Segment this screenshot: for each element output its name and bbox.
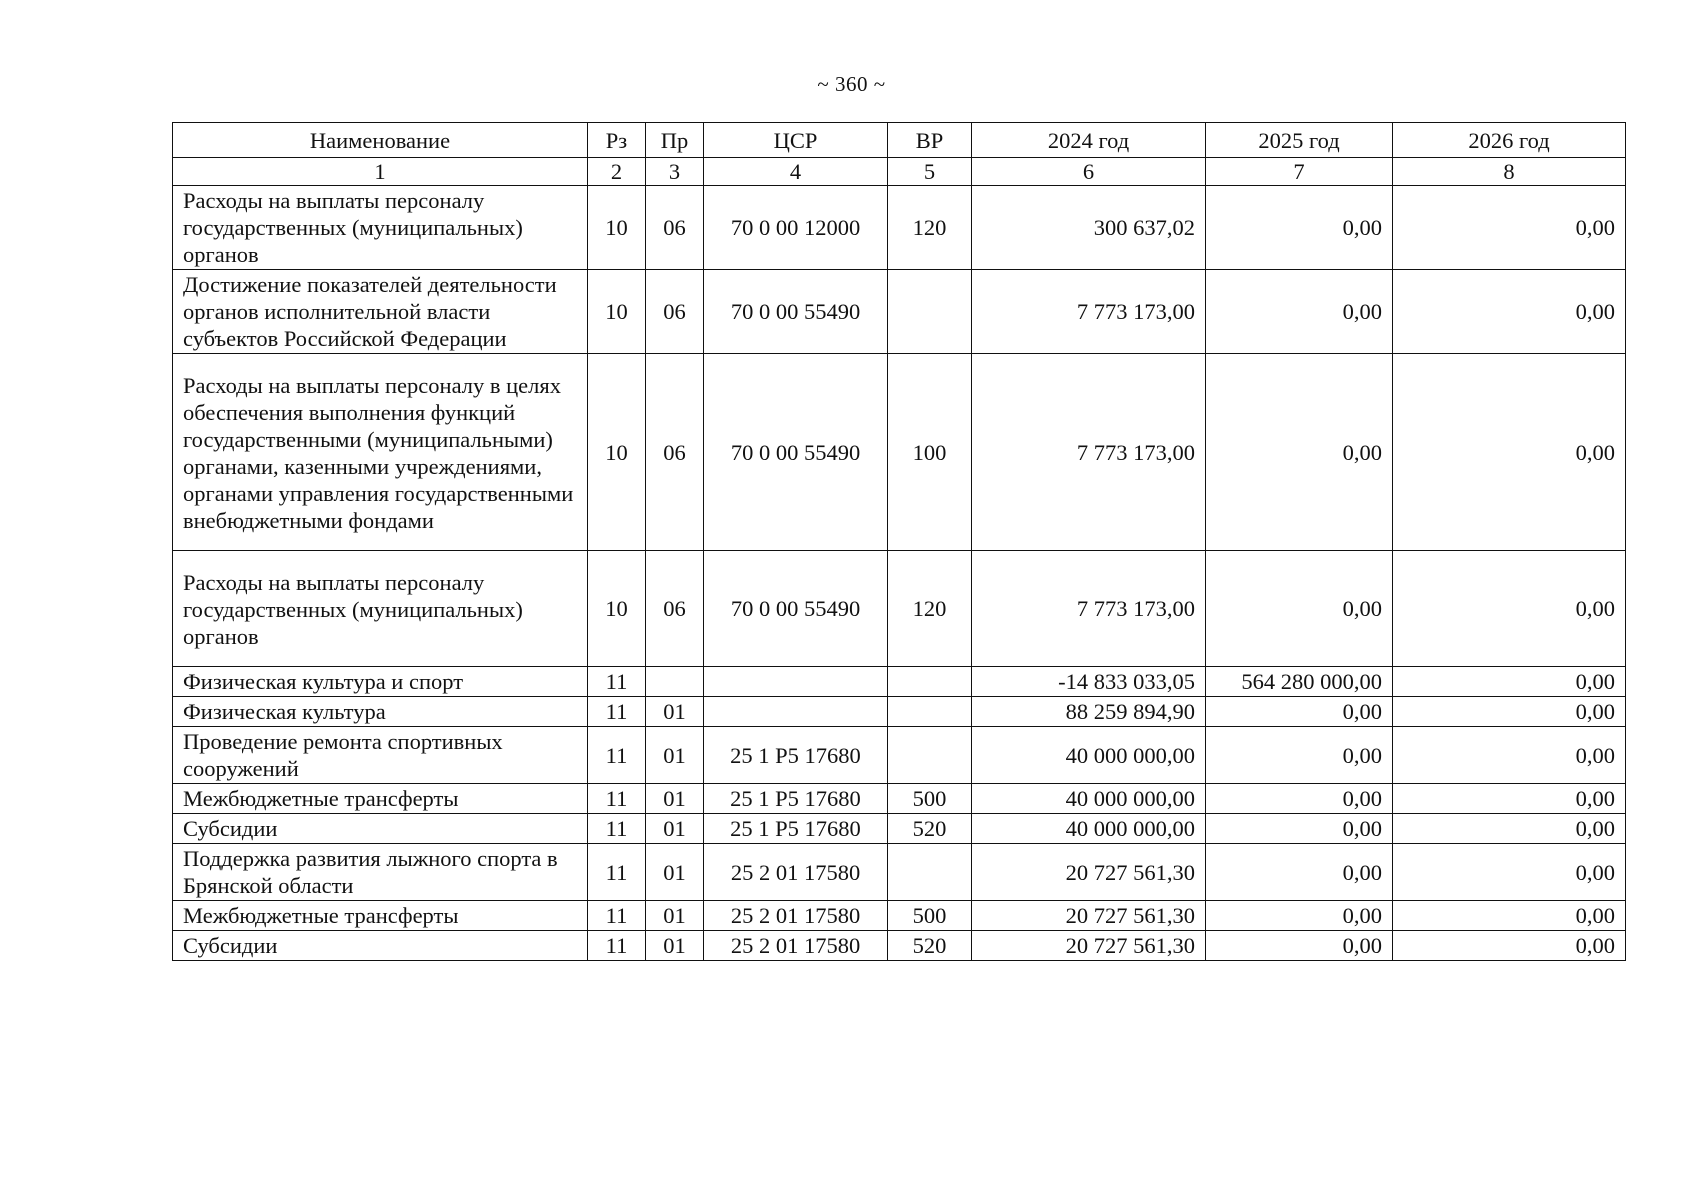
row-vr [888, 667, 972, 697]
row-vr: 500 [888, 901, 972, 931]
row-vr [888, 727, 972, 784]
row-2026: 0,00 [1393, 551, 1626, 667]
row-vr: 100 [888, 354, 972, 551]
header-2026: 2026 год [1393, 123, 1626, 158]
row-pr: 01 [646, 784, 704, 814]
row-vr [888, 697, 972, 727]
budget-table [172, 122, 1626, 961]
row-pr: 01 [646, 844, 704, 901]
header-csr: ЦСР [704, 123, 888, 158]
row-pr [646, 667, 704, 697]
row-2024: 40 000 000,00 [972, 814, 1206, 844]
row-pr: 06 [646, 186, 704, 270]
column-number: 5 [888, 158, 972, 186]
row-rz: 11 [588, 844, 646, 901]
row-2026: 0,00 [1393, 784, 1626, 814]
table-row [173, 697, 1626, 727]
row-vr: 120 [888, 186, 972, 270]
row-csr [704, 667, 888, 697]
column-number: 3 [646, 158, 704, 186]
row-name: Поддержка развития лыжного спорта в Брянской области [173, 844, 588, 901]
row-pr: 01 [646, 727, 704, 784]
row-csr [704, 697, 888, 727]
column-number: 6 [972, 158, 1206, 186]
row-rz: 11 [588, 784, 646, 814]
row-2025: 0,00 [1206, 354, 1393, 551]
row-2024: 20 727 561,30 [972, 901, 1206, 931]
row-2026: 0,00 [1393, 901, 1626, 931]
row-2025: 0,00 [1206, 270, 1393, 354]
row-2025: 0,00 [1206, 901, 1393, 931]
row-2024: 300 637,02 [972, 186, 1206, 270]
row-vr: 120 [888, 551, 972, 667]
column-number: 4 [704, 158, 888, 186]
row-2024: -14 833 033,05 [972, 667, 1206, 697]
row-csr: 25 1 P5 17680 [704, 814, 888, 844]
table-row [173, 551, 1626, 667]
row-2024: 88 259 894,90 [972, 697, 1206, 727]
row-vr [888, 270, 972, 354]
row-2024: 20 727 561,30 [972, 931, 1206, 961]
row-name: Физическая культура и спорт [173, 667, 588, 697]
row-name: Субсидии [173, 814, 588, 844]
row-csr: 25 2 01 17580 [704, 844, 888, 901]
row-pr: 01 [646, 901, 704, 931]
row-pr: 06 [646, 354, 704, 551]
header-rz: Рз [588, 123, 646, 158]
row-2024: 7 773 173,00 [972, 270, 1206, 354]
row-rz: 10 [588, 186, 646, 270]
row-csr: 70 0 00 55490 [704, 354, 888, 551]
row-2025: 0,00 [1206, 931, 1393, 961]
row-2024: 20 727 561,30 [972, 844, 1206, 901]
header-vr: ВР [888, 123, 972, 158]
row-2025: 0,00 [1206, 551, 1393, 667]
row-rz: 11 [588, 727, 646, 784]
header-name: Наименование [173, 123, 588, 158]
table-row [173, 727, 1626, 784]
table-row [173, 270, 1626, 354]
page-number: ~ 360 ~ [817, 72, 886, 96]
header-row [173, 123, 1626, 158]
row-csr: 70 0 00 55490 [704, 551, 888, 667]
row-name: Расходы на выплаты персоналу государственных (муниципальных) органов [173, 186, 588, 270]
column-number-row [173, 158, 1626, 186]
row-name: Субсидии [173, 931, 588, 961]
row-2025: 0,00 [1206, 844, 1393, 901]
row-name: Расходы на выплаты персоналу в целях обеспечения выполнения функций государственными (муниципальными) органами, казенными учреждениями, органами управления государственными внебюджетными фондами [173, 354, 588, 551]
row-csr: 25 2 01 17580 [704, 901, 888, 931]
row-name: Межбюджетные трансферты [173, 901, 588, 931]
row-2025: 0,00 [1206, 814, 1393, 844]
row-pr: 01 [646, 814, 704, 844]
row-2025: 0,00 [1206, 727, 1393, 784]
row-csr: 70 0 00 12000 [704, 186, 888, 270]
row-2024: 40 000 000,00 [972, 727, 1206, 784]
row-csr: 25 1 P5 17680 [704, 727, 888, 784]
row-pr: 01 [646, 931, 704, 961]
row-rz: 10 [588, 354, 646, 551]
row-2026: 0,00 [1393, 931, 1626, 961]
row-rz: 10 [588, 551, 646, 667]
header-2024: 2024 год [972, 123, 1206, 158]
row-2025: 0,00 [1206, 186, 1393, 270]
column-number: 8 [1393, 158, 1626, 186]
row-pr: 06 [646, 551, 704, 667]
row-name: Расходы на выплаты персоналу государственных (муниципальных) органов [173, 551, 588, 667]
row-2026: 0,00 [1393, 354, 1626, 551]
table-row [173, 931, 1626, 961]
row-name: Межбюджетные трансферты [173, 784, 588, 814]
row-2026: 0,00 [1393, 667, 1626, 697]
column-number: 7 [1206, 158, 1393, 186]
row-2026: 0,00 [1393, 844, 1626, 901]
row-2026: 0,00 [1393, 727, 1626, 784]
row-2024: 7 773 173,00 [972, 354, 1206, 551]
row-2026: 0,00 [1393, 697, 1626, 727]
row-csr: 25 1 P5 17680 [704, 784, 888, 814]
row-2026: 0,00 [1393, 186, 1626, 270]
row-2025: 564 280 000,00 [1206, 667, 1393, 697]
header-pr: Пр [646, 123, 704, 158]
row-2025: 0,00 [1206, 784, 1393, 814]
row-2026: 0,00 [1393, 270, 1626, 354]
row-csr: 70 0 00 55490 [704, 270, 888, 354]
row-rz: 10 [588, 270, 646, 354]
row-csr: 25 2 01 17580 [704, 931, 888, 961]
table-row [173, 667, 1626, 697]
row-rz: 11 [588, 697, 646, 727]
header-2025: 2025 год [1206, 123, 1393, 158]
table-row [173, 814, 1626, 844]
column-number: 1 [173, 158, 588, 186]
column-number: 2 [588, 158, 646, 186]
row-name: Проведение ремонта спортивных сооружений [173, 727, 588, 784]
table-row [173, 354, 1626, 551]
table-row [173, 784, 1626, 814]
row-rz: 11 [588, 667, 646, 697]
row-name: Физическая культура [173, 697, 588, 727]
row-2024: 40 000 000,00 [972, 784, 1206, 814]
table-row [173, 186, 1626, 270]
row-vr: 500 [888, 784, 972, 814]
row-vr: 520 [888, 814, 972, 844]
row-vr [888, 844, 972, 901]
table-row [173, 844, 1626, 901]
row-pr: 01 [646, 697, 704, 727]
row-pr: 06 [646, 270, 704, 354]
row-rz: 11 [588, 814, 646, 844]
row-name: Достижение показателей деятельности органов исполнительной власти субъектов Российской Федерации [173, 270, 588, 354]
table-row [173, 901, 1626, 931]
row-rz: 11 [588, 931, 646, 961]
row-2024: 7 773 173,00 [972, 551, 1206, 667]
row-rz: 11 [588, 901, 646, 931]
row-2025: 0,00 [1206, 697, 1393, 727]
row-vr: 520 [888, 931, 972, 961]
row-2026: 0,00 [1393, 814, 1626, 844]
